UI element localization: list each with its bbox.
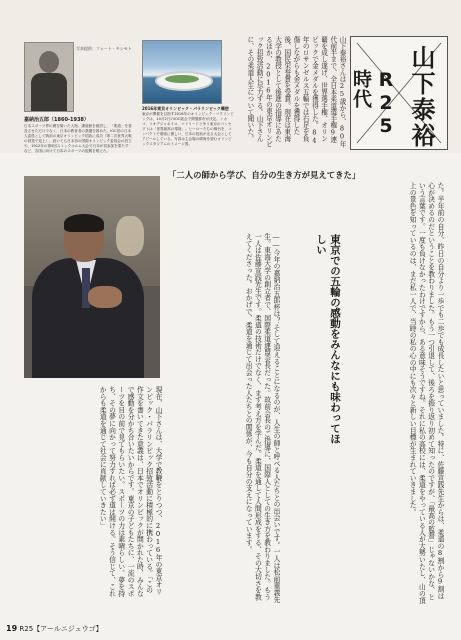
article-title-name: 山下泰裕 — [407, 45, 435, 149]
body-text-right: た。半年前の自分、昨日の自分より一歩でも二歩でも成長したいと思っていました。特に、佐藤宣践先生からは、柔道の8割から9割は心が決めるのだということを教わりました。もう一つ引退して、後ろを振り返り初めて知ったのですが、「最高の監督」じゃないかな、という言葉です。一度も負けなかったわけですから、ある意味そうですね。それに私の高校には、柔道をやっている人が大勢いたし、山の頂上の景色を知っているのは、まだ私一人で、当時の私の心の中にも次々と新しい目標が生まれていきました。 — [408, 182, 444, 604]
stadium-image — [142, 40, 222, 104]
founder-description: 日本スポーツ界の礎を築いた人物。講道館を創設し、「柔道」を普及させただけでなく、日本の教育者の基盤を固めた。IOC初の日本人委員として戦前の東京オリンピック招致に成功（第二次世界大戦の勃発で返上）。続いても日本初の国際オリンピック委員会の設立や、1912年の第5回ストックホルム大会で日本が初参加を果たすなど、各国に向けて日本のスポーツの振興を唱えた。 — [24, 124, 132, 153]
magazine-label: R25【アールニジュウゴ】 — [19, 625, 103, 633]
founder-portrait — [24, 42, 74, 112]
body-text-left: 現在、山下さんは、大学で教鞭をとりつつ、2016年の東京オリンピック・パラリンピック招致活動に積極的に携わっている。「この作文を書いてきた意義は、日本でオリンピックが開かれた時、みんなで感動を分かち合いたいからです。東京の子どもたちに、一流のスポーツを目の前で見てもらいたい。スポーツの力は素晴らしい。夢を持ち、その夢に向かって努力すれば必ず道は開ける。そう信じて、これからも柔道を通じて社会に貢献していきたい」 — [98, 386, 162, 597]
body-text-middle: ――今年の嘉納治五郎杯は？そして迎えることになるのが、人生の師と呼べる人たちとの出会いです。一人は松前重義先生。東海大学の創立者で、国際柔道連盟会長だった。故前会長のご指導に、国際人としての生き方を教わりました。もう一人は佐藤宣践先生です。柔道の技術だけでなく、まず考え方を学んだ。柔道を通して人間形成をする、その大切さを教えてくださった。おかげで、柔道を通じて出会った人たちとの関係が、今も自分の支えになっています。 — [244, 233, 280, 603]
pull-quote: 「二人の師から学び、自分の生き方が見えてきた」 — [168, 170, 361, 180]
article-title-era: R25時代 — [350, 69, 397, 138]
page-footer — [6, 624, 103, 634]
page-number: 19 — [6, 624, 18, 633]
interview-photo — [24, 176, 160, 378]
title-box — [350, 36, 448, 150]
stadium-caption-text: 東京が開催を目指す2016年のオリンピック・パラリンピックは、10月2日のIOC総会で開催都市が決定。シカゴ、リオデジャネイロ、マドリードと争う東京のコンセプトは「世界最高の環境」。ヒーローたちの舞台を、コンパクトで環境に優しい、日本の技術が光る大会としてアピールしている。写真は主会場の晴海を望むオリンピックスタジアムのイメージ図。 — [142, 112, 234, 146]
photo-credit: 写真提供：フォート・キシモト — [76, 46, 132, 51]
section-subheading: 東京での五輪の感動をみんなにも味わってほしい — [315, 234, 341, 444]
intro-paragraph: 山下泰裕さんは25歳から、80年代前半まで、全日本柔道選手権9連覇を成し遂げ、世界選手権、オリンピックで金メダルを獲得した。84年のロサンゼルス五輪では右足を負傷しながらも金メダルを獲得した後、国民栄誉賞を受賞。現在は東海大学の教授として後進の指導にあたるほか、2016年の東京オリンピック招致活動に尽力する。山下さんに、その柔道人生について聞いた。 — [245, 36, 346, 148]
stadium-caption-title: 2016年東京オリンピック・パラリンピック構想 — [142, 106, 229, 111]
founder-name: 嘉納治五郎（1860-1938） — [24, 117, 89, 123]
